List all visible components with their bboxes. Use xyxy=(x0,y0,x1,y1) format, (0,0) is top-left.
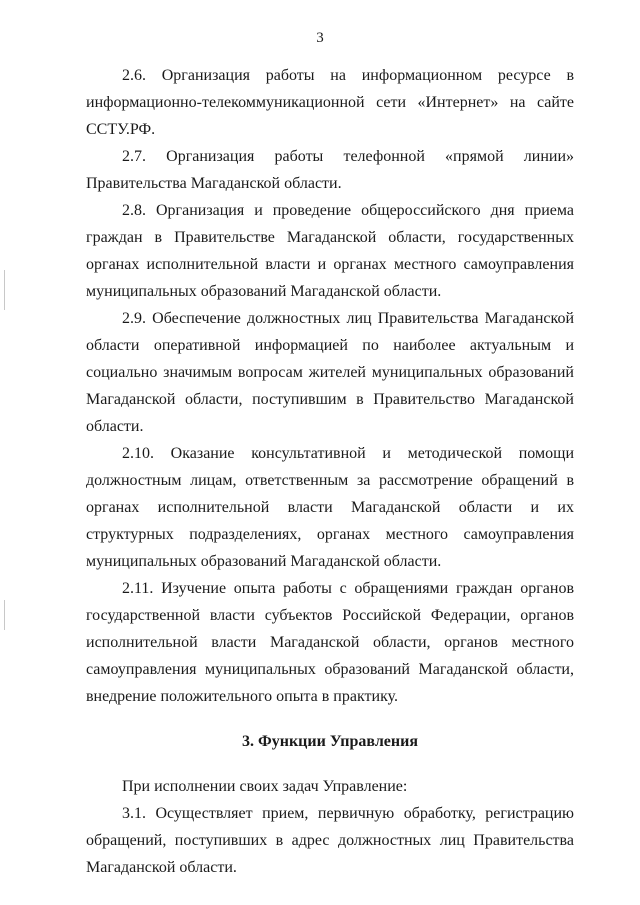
section-heading: 3. Функции Управления xyxy=(242,733,418,750)
paragraph-intro: При исполнении своих задач Управление: xyxy=(122,778,408,795)
paragraph-2-11: 2.11. Изучение опыта работы с обращениями граждан органов государственной власти субъектов Российской Федерации, органов исполнительной власти Магаданской области, органов местного самоуправления муниципальных образований Магаданской области, внедрение положительного опыта в практику. xyxy=(86,580,574,705)
paragraph-2-6: 2.6. Организация работы на информационном ресурсе в информационно-телекоммуникационной сети «Интернет» на сайте ССТУ.РФ. xyxy=(86,67,574,138)
scan-edge-mark xyxy=(4,270,5,310)
document-body xyxy=(86,62,574,881)
paragraph-3-1: 3.1. Осуществляет прием, первичную обработку, регистрацию обращений, поступивших в адрес должностных лиц Правительства Магаданской области. xyxy=(86,805,574,876)
paragraph-2-7: 2.7. Организация работы телефонной «прямой линии» Правительства Магаданской области. xyxy=(86,148,574,192)
paragraph-2-8: 2.8. Организация и проведение общероссийского дня приема граждан в Правительстве Магаданской области, государственных органах исполнительной власти и органах местного самоуправления муниципальных образований Магаданской области. xyxy=(86,202,574,300)
scan-edge-mark xyxy=(4,600,5,630)
paragraph-2-9: 2.9. Обеспечение должностных лиц Правительства Магаданской области оперативной информацией по наиболее актуальным и социально значимым вопросам жителей муниципальных образований Магаданской области, поступившим в Правительство Магаданской области. xyxy=(86,310,574,435)
paragraph-2-10: 2.10. Оказание консультативной и методической помощи должностным лицам, ответственным за рассмотрение обращений в органах исполнительной власти Магаданской области и их структурных подразделениях, органах местного самоуправления муниципальных образований Магаданской области. xyxy=(86,445,574,570)
page-number: 3 xyxy=(316,30,324,46)
